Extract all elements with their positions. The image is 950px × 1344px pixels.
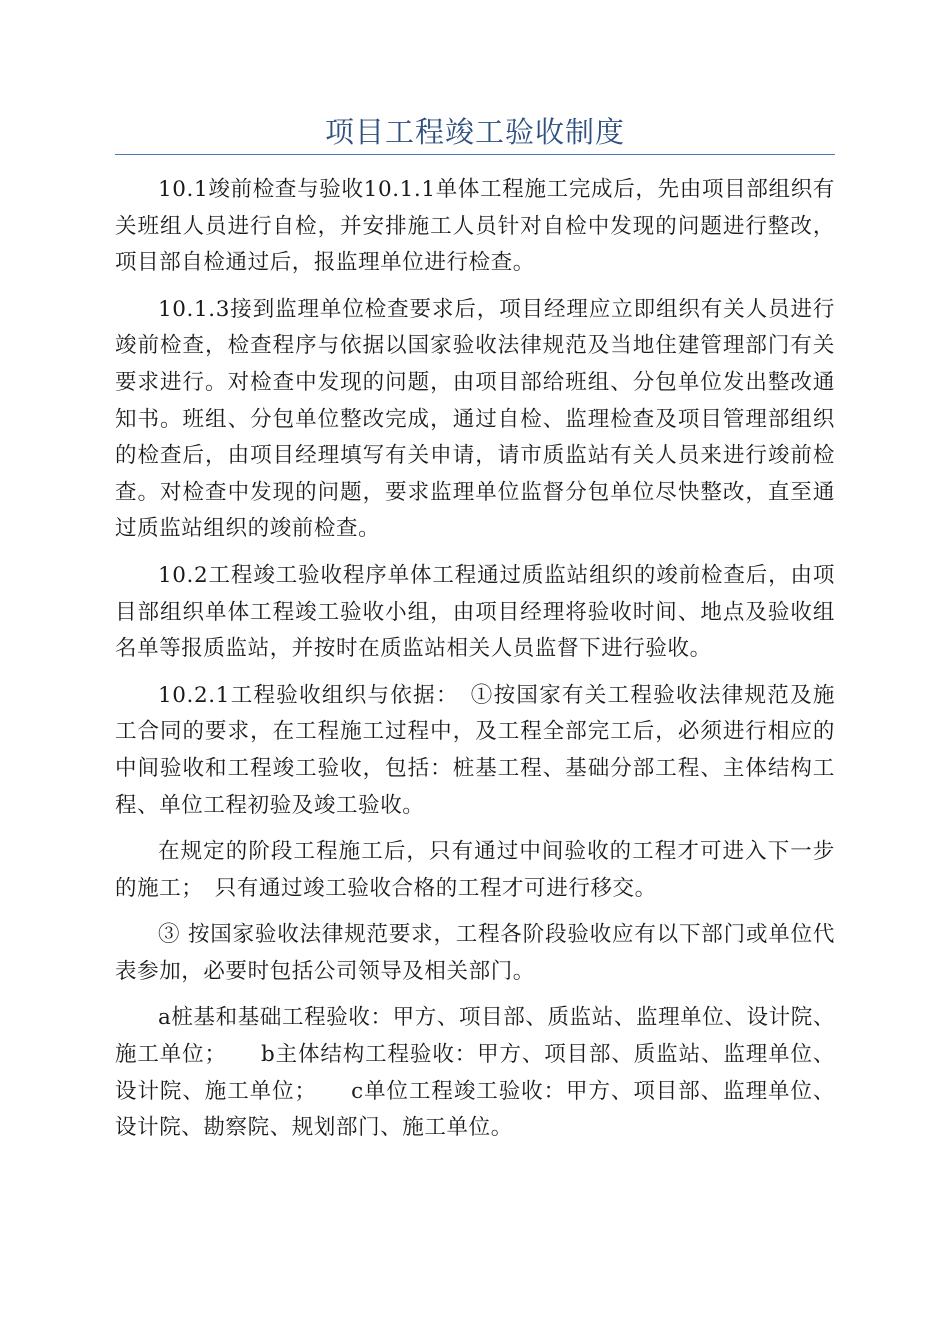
document-body	[115, 172, 835, 1157]
paragraph-supervision-check: 10.1.3接到监理单位检查要求后，项目经理应立即组织有关人员进行竣前检查，检查程序与依据以国家验收法律规范及当地住建管理部门有关要求进行。对检查中发现的问题，由项目部给班组、分包单位发出整改通知书。班组、分包单位整改完成，通过自检、监理检查及项目管理部组织的检查后，由项目经理填写有关申请，请市质监站有关人员来进行竣前检查。对检查中发现的问题，要求监理单位监督分包单位尽快整改，直至通过质监站组织的竣前检查。	[115, 296, 835, 542]
paragraph-organization-basis: 10.2.1工程验收组织与依据： ①按国家有关工程验收法律规范及施工合同的要求，在工程施工过程中，及工程全部完工后，必须进行相应的中间验收和工程竣工验收，包括：桩基工程、基础分部工程、主体结构工程、单位工程初验及竣工验收。	[115, 682, 835, 818]
paragraph-acceptance-parties: a桩基和基础工程验收：甲方、项目部、质监站、监理单位、设计院、施工单位； b主体结构工程验收：甲方、项目部、质监站、监理单位、设计院、施工单位； c单位工程竣工验收：甲方、项目部、监理单位、设计院、勘察院、规划部门、施工单位。	[115, 1005, 835, 1141]
paragraph-participants: ③ 按国家验收法律规范要求，工程各阶段验收应有以下部门或单位代表参加，必要时包括公司领导及相关部门。	[115, 922, 835, 984]
document-title: 项目工程竣工验收制度	[324, 115, 625, 149]
paragraph-stage-acceptance: 在规定的阶段工程施工后，只有通过中间验收的工程才可进入下一步的施工； 只有通过竣工验收合格的工程才可进行移交。	[115, 839, 835, 901]
title-underline	[115, 154, 835, 155]
paragraph-acceptance-procedure: 10.2工程竣工验收程序单体工程通过质监站组织的竣前检查后，由项目部组织单体工程竣工验收小组，由项目经理将验收时间、地点及验收组名单等报质监站，并按时在质监站相关人员监督下进行验收。	[115, 562, 835, 662]
paragraph-precheck: 10.1竣前检查与验收10.1.1单体工程施工完成后，先由项目部组织有关班组人员进行自检，并安排施工人员针对自检中发现的问题进行整改，项目部自检通过后，报监理单位进行检查。	[115, 177, 835, 276]
